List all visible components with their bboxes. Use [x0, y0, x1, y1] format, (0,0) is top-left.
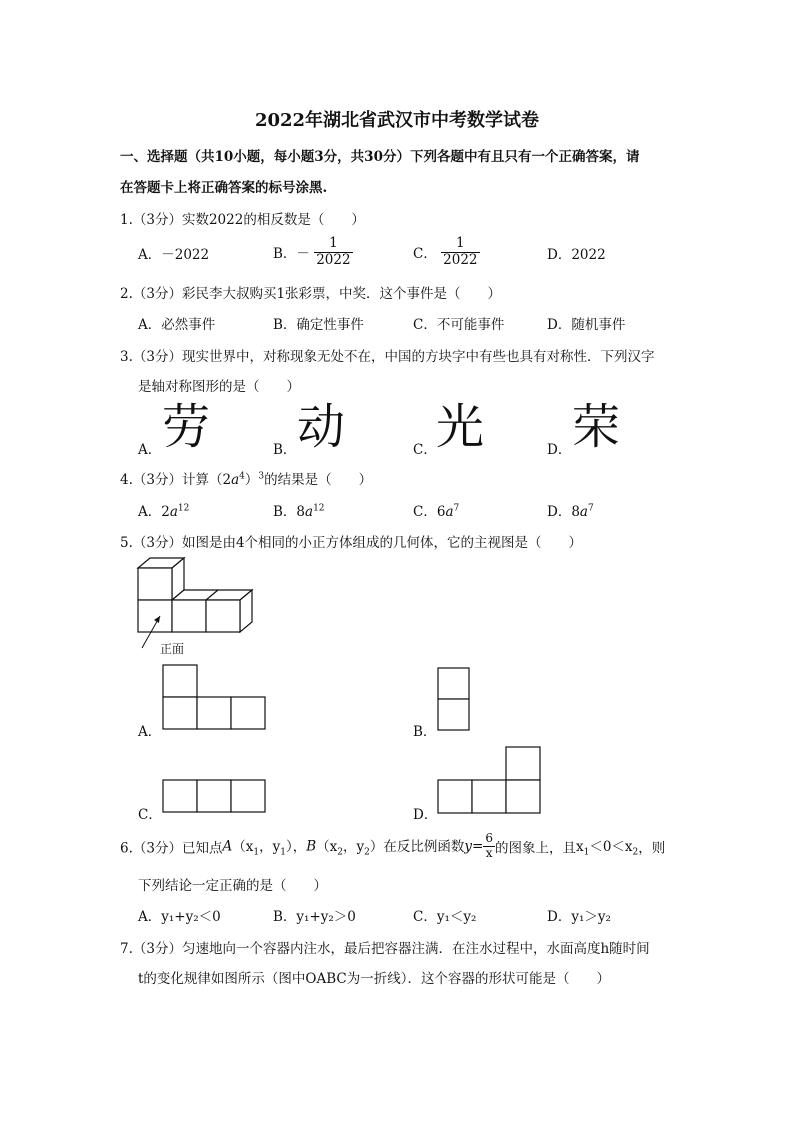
q1-c-fraction: [441, 236, 479, 268]
q6-option-c: C．y₁＜y₂: [413, 909, 477, 925]
q4-c-var: a: [445, 504, 454, 520]
q3-option-a-char: 劳: [162, 399, 211, 455]
q2-option-b: B．确定性事件: [273, 317, 364, 333]
q1-b-prefix: B．－: [273, 246, 310, 263]
q2-option-a: A．必然事件: [138, 317, 216, 333]
q3-option-a-label: A．: [138, 442, 162, 458]
q3-option-b-char: 动: [297, 399, 346, 455]
q4-stem-outer-exp: 3: [258, 471, 265, 482]
q1-c-prefix: C．: [413, 246, 437, 263]
q4-a-var: a: [169, 504, 178, 520]
q6-fraction: [483, 832, 495, 861]
q5-option-c-label: C．: [138, 807, 162, 823]
q5-option-b-figure: [437, 667, 471, 731]
q6-cond-sub1: 1: [583, 847, 590, 858]
q5-option-c-figure: [162, 779, 268, 813]
q6-cond-mid: ＜0＜x: [589, 838, 633, 855]
q1-c-numerator: 1: [441, 236, 479, 253]
q6-tail: ，则: [638, 840, 666, 857]
q4-b-var: a: [305, 504, 314, 520]
q1-b-numerator: 1: [314, 236, 352, 253]
q6-sub-1: 1: [253, 847, 260, 858]
section-heading-line2: 在答题卡上将正确答案的标号涂黑.: [120, 180, 328, 196]
question-4-stem: [120, 468, 372, 488]
q5-front-label: 正面: [160, 642, 185, 656]
q4-c-label: C．: [413, 504, 437, 520]
q6-option-b: B．y₁+y₂＞0: [273, 909, 356, 925]
q4-a-coef: 2: [161, 504, 170, 520]
q4-option-d: [547, 500, 594, 520]
q6-cond-x: x: [575, 838, 584, 855]
q4-d-coef: 8: [571, 504, 580, 520]
q4-a-label: A．: [138, 504, 162, 520]
bottom-cube-2: [172, 600, 206, 632]
q6-coord-a-x: （x: [232, 838, 254, 855]
q6-close-1: ），: [285, 838, 307, 855]
question-3-stem-line2: 是轴对称图形的是（ ）: [138, 379, 300, 395]
q6-coord-b-y: ，y: [343, 838, 365, 855]
q5-option-a-label: A．: [138, 724, 162, 740]
q6-sub-2b: 2: [364, 847, 370, 858]
question-7-stem-line2: t的变化规律如图所示（图中OABC为一折线）．这个容器的形状可能是（ ）: [138, 971, 610, 987]
q6-coord-b: [316, 838, 465, 858]
q3-option-d-char: 荣: [572, 399, 621, 455]
q1-option-b: [273, 236, 353, 268]
top-cube-front-face: [138, 568, 172, 600]
page-title: 2022年湖北省武汉市中考数学试卷: [254, 110, 540, 131]
q1-b-denominator: 2022: [316, 251, 351, 268]
q6-option-d: D．y₁＞y₂: [547, 909, 611, 925]
q5-solid-figure: [130, 550, 270, 660]
q4-b-exp: 12: [313, 503, 325, 514]
q6-option-a: A．y₁+y₂＜0: [138, 909, 221, 925]
q6-coord-a-y: ，y: [259, 838, 281, 855]
q4-c-exp: 7: [453, 503, 460, 514]
q5-option-d-figure: [437, 746, 543, 814]
q1-option-a: A．－2022: [138, 247, 210, 263]
question-1-stem: 1.（3分）实数2022的相反数是（ ）: [120, 212, 365, 228]
q5-option-d-label: D．: [413, 807, 438, 823]
question-6-stem-line2: 下列结论一定正确的是（ ）: [138, 878, 327, 894]
q3-option-d-label: D．: [547, 442, 572, 458]
q6-cond: [575, 838, 639, 858]
q6-coord-b-x: （x: [316, 838, 338, 855]
q6-yeq: y=: [464, 838, 484, 855]
q6-coord-a: [232, 838, 307, 858]
q2-option-d: D．随机事件: [547, 317, 626, 333]
q5-option-b-label: B．: [413, 724, 437, 740]
q4-stem-post: 的结果是（ ）: [264, 472, 373, 488]
q6-point-a: A: [222, 838, 233, 855]
q6-frac-den: x: [485, 845, 493, 860]
question-7-stem-line1: 7.（3分）匀速地向一个容器内注水，最后把容器注满．在注水过程中，水面高度h随时间: [120, 941, 650, 957]
question-6-stem-line1: [120, 832, 665, 861]
q6-sub-1b: 1: [280, 847, 286, 858]
q4-stem-var: a: [231, 472, 240, 488]
q4-d-var: a: [579, 504, 588, 520]
q3-option-c-label: C．: [413, 442, 437, 458]
q6-pre: 6.（3分）已知点: [120, 840, 223, 857]
q4-option-b: [273, 500, 325, 520]
question-3-stem-line1: 3.（3分）现实世界中，对称现象无处不在，中国的方块字中有些也具有对称性．下列汉字: [120, 349, 655, 365]
q2-option-c: C．不可能事件: [413, 317, 505, 333]
q6-close-2: ）在反比例函数: [369, 838, 465, 855]
q4-option-a: [138, 500, 189, 520]
q4-c-coef: 6: [436, 504, 446, 520]
q6-after: 的图象上，且: [494, 840, 576, 857]
question-5-stem: 5.（3分）如图是由4个相同的小正方体组成的几何体，它的主视图是（ ）: [120, 535, 583, 551]
q1-option-d: D．2022: [547, 247, 606, 263]
q1-option-c: [413, 236, 480, 268]
q6-sub-2: 2: [337, 847, 343, 858]
q1-c-denominator: 2022: [443, 251, 478, 268]
q6-point-b: B: [306, 838, 317, 855]
q4-b-coef: 8: [296, 504, 306, 520]
bottom-cube-1: [138, 600, 172, 632]
q4-a-exp: 12: [177, 503, 190, 514]
bottom-cube-3: [206, 600, 240, 632]
q4-stem-close: ）: [244, 472, 259, 488]
q6-cond-sub2: 2: [632, 847, 639, 858]
q4-d-exp: 7: [587, 503, 594, 514]
q6-frac-num: 6: [485, 831, 493, 845]
q4-option-c: [413, 500, 459, 520]
q4-b-label: B．: [273, 504, 297, 520]
q3-option-b-label: B．: [273, 442, 297, 458]
q3-option-c-char: 光: [436, 399, 485, 455]
section-heading-line1: 一、选择题（共10小题，每小题3分，共30分）下列各题中有且只有一个正确答案，请: [120, 149, 640, 165]
q1-b-fraction: [314, 236, 352, 268]
q4-stem-pre: 4.（3分）计算（2: [120, 472, 232, 488]
q4-d-label: D．: [547, 504, 572, 520]
question-2-stem: 2.（3分）彩民李大叔购买1张彩票，中奖．这个事件是（ ）: [120, 286, 502, 302]
q5-option-a-figure: [162, 664, 268, 730]
q4-stem-exp: 4: [239, 471, 245, 482]
